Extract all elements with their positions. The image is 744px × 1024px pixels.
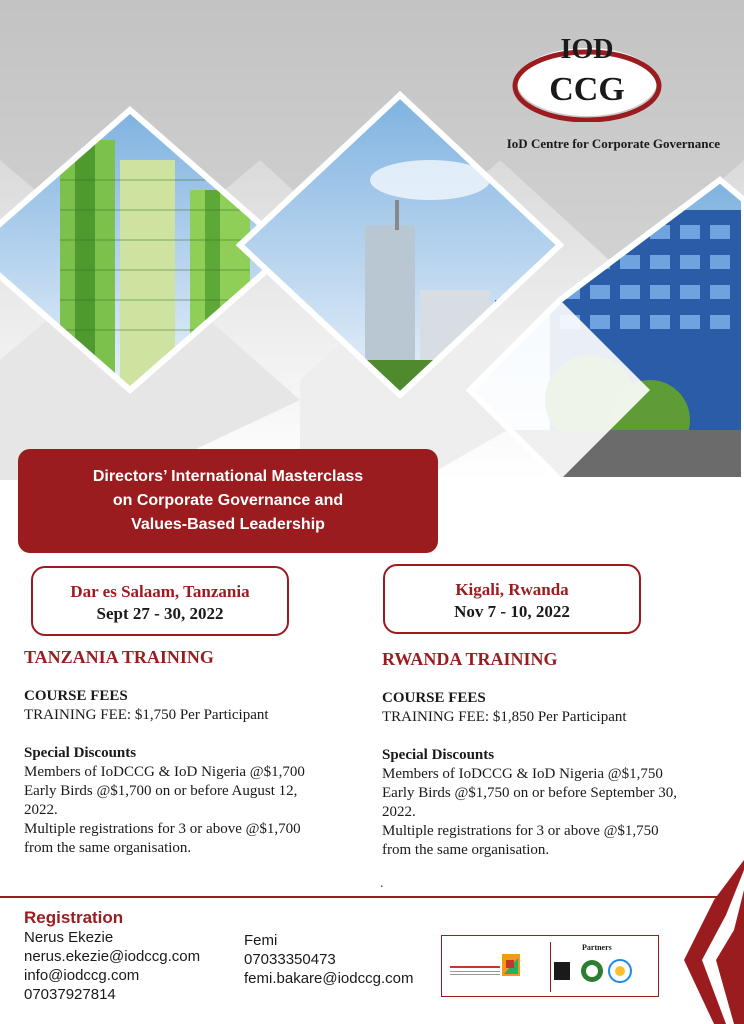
tanzania-discount-multiple-line1: Multiple registrations for 3 or above @$1,700: [24, 821, 301, 837]
rwanda-discount-multiple-line1: Multiple registrations for 3 or above @$1,750: [382, 823, 659, 839]
iod-partner-icon: [554, 962, 570, 980]
iodccg-logo: [510, 22, 665, 122]
rwanda-city: Kigali, Rwanda: [455, 580, 569, 599]
registration-title: Registration: [24, 908, 124, 927]
tanzania-training-section: [24, 648, 369, 858]
registration-contact-2: [244, 931, 413, 988]
org-name: IoD Centre for Corporate Governance: [506, 136, 720, 151]
contact-email-2[interactable]: femi.bakare@iodccg.com: [244, 970, 414, 987]
contact-email-info[interactable]: info@iodccg.com: [24, 967, 140, 984]
contact-name-1: Nerus Ekezie: [24, 929, 114, 946]
partners-box: [441, 935, 659, 997]
tanzania-discount-multiple-line2: from the same organisation.: [24, 840, 192, 856]
tanzania-dates: Sept 27 - 30, 2022: [96, 604, 224, 623]
partners-divider: [550, 942, 551, 992]
rwanda-location-box: [383, 564, 641, 634]
tanzania-discounts-title: Special Discounts: [24, 745, 137, 761]
title-line-1: Directors’ International Masterclass: [92, 468, 364, 485]
tanzania-city: Dar es Salaam, Tanzania: [70, 582, 250, 601]
rwanda-discount-members: Members of IoDCCG & IoD Nigeria @$1,750: [382, 766, 663, 782]
rwanda-heading: RWANDA TRAINING: [382, 649, 558, 669]
tanzania-discount-members: Members of IoDCCG & IoD Nigeria @$1,700: [24, 764, 305, 780]
contact-phone-1[interactable]: 07037927814: [24, 986, 116, 1003]
tanzania-discount-earlybird-line2: 2022.: [24, 802, 58, 818]
partner-logos: [554, 958, 654, 988]
acgn-partner-logo: [448, 946, 544, 988]
corner-decoration: [644, 860, 744, 1024]
logo-top-text: IOD: [560, 34, 614, 65]
tanzania-location-box: [31, 566, 289, 636]
footer-divider: [0, 896, 744, 898]
rwanda-discount-multiple-line2: from the same organisation.: [382, 842, 550, 858]
logo-bottom-text: CCG: [549, 71, 625, 108]
rwanda-discount-earlybird-line2: 2022.: [382, 804, 416, 820]
masterclass-title-box: [18, 449, 438, 553]
tanzania-discount-earlybird-line1: Early Birds @$1,700 on or before August 12,: [24, 783, 298, 799]
registration-contacts: [24, 908, 200, 1004]
contact-name-2: Femi: [244, 932, 278, 949]
tanzania-heading: TANZANIA TRAINING: [24, 647, 214, 667]
partners-label: Partners: [582, 943, 612, 952]
rwanda-dates: Nov 7 - 10, 2022: [454, 602, 570, 621]
tanzania-fees-title: COURSE FEES: [24, 688, 128, 704]
contact-email-1[interactable]: nerus.ekezie@iodccg.com: [24, 948, 201, 965]
title-line-2: on Corporate Governance and: [112, 492, 344, 509]
rwanda-discount-earlybird-line1: Early Birds @$1,750 on or before September 30,: [382, 785, 677, 801]
contact-phone-2[interactable]: 07033350473: [244, 951, 336, 968]
separator-dot: .: [380, 876, 384, 891]
rwanda-fee: TRAINING FEE: $1,850 Per Participant: [382, 709, 627, 725]
rwanda-training-section: [382, 650, 727, 860]
tanzania-fee: TRAINING FEE: $1,750 Per Participant: [24, 707, 269, 723]
rwanda-fees-title: COURSE FEES: [382, 690, 486, 706]
title-line-3: Values-Based Leadership: [131, 516, 325, 533]
rwanda-discounts-title: Special Discounts: [382, 747, 495, 763]
